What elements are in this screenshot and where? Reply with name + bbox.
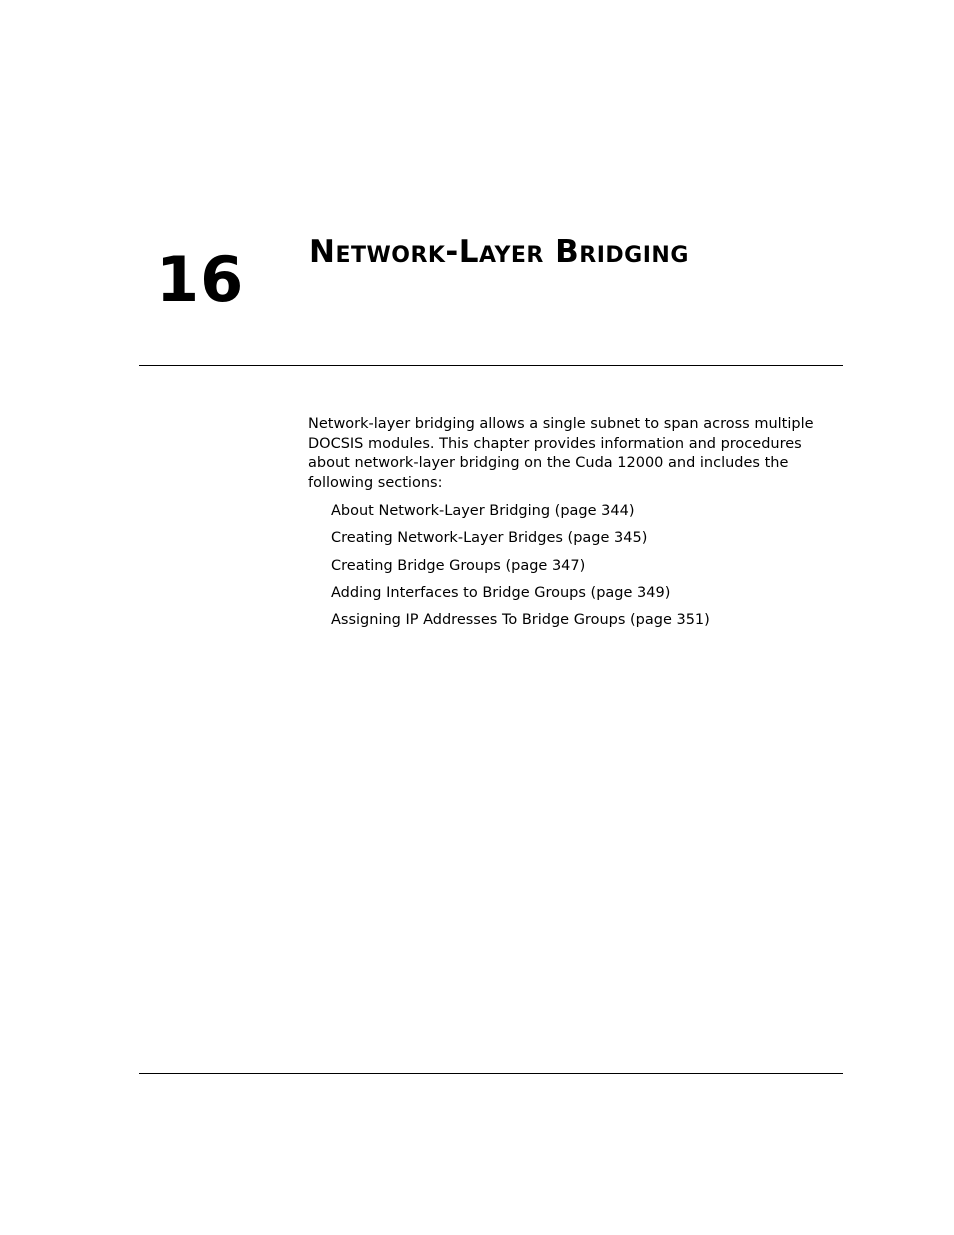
section-link-creating-bridges[interactable]: Creating Network-Layer Bridges (page 345) [331, 530, 648, 547]
chapter-title: Network-Layer Bridging [309, 234, 689, 270]
section-link-creating-groups[interactable]: Creating Bridge Groups (page 347) [331, 557, 586, 574]
intro-paragraph: Network-layer bridging allows a single subnet to span across multiple DOCSIS modules. This chapter provides information and procedures about network-layer bridging on the Cuda 12000 and includes the following sections: [308, 416, 814, 491]
chapter-number: 16 [156, 243, 245, 316]
section-link-adding-interfaces[interactable]: Adding Interfaces to Bridge Groups (page 349) [331, 584, 671, 601]
top-divider [139, 365, 843, 366]
section-list [331, 500, 710, 636]
bottom-divider [139, 1073, 843, 1074]
section-link-about[interactable]: About Network-Layer Bridging (page 344) [331, 503, 635, 519]
section-link-assigning-ip[interactable]: Assigning IP Addresses To Bridge Groups (page 351) [331, 612, 710, 629]
